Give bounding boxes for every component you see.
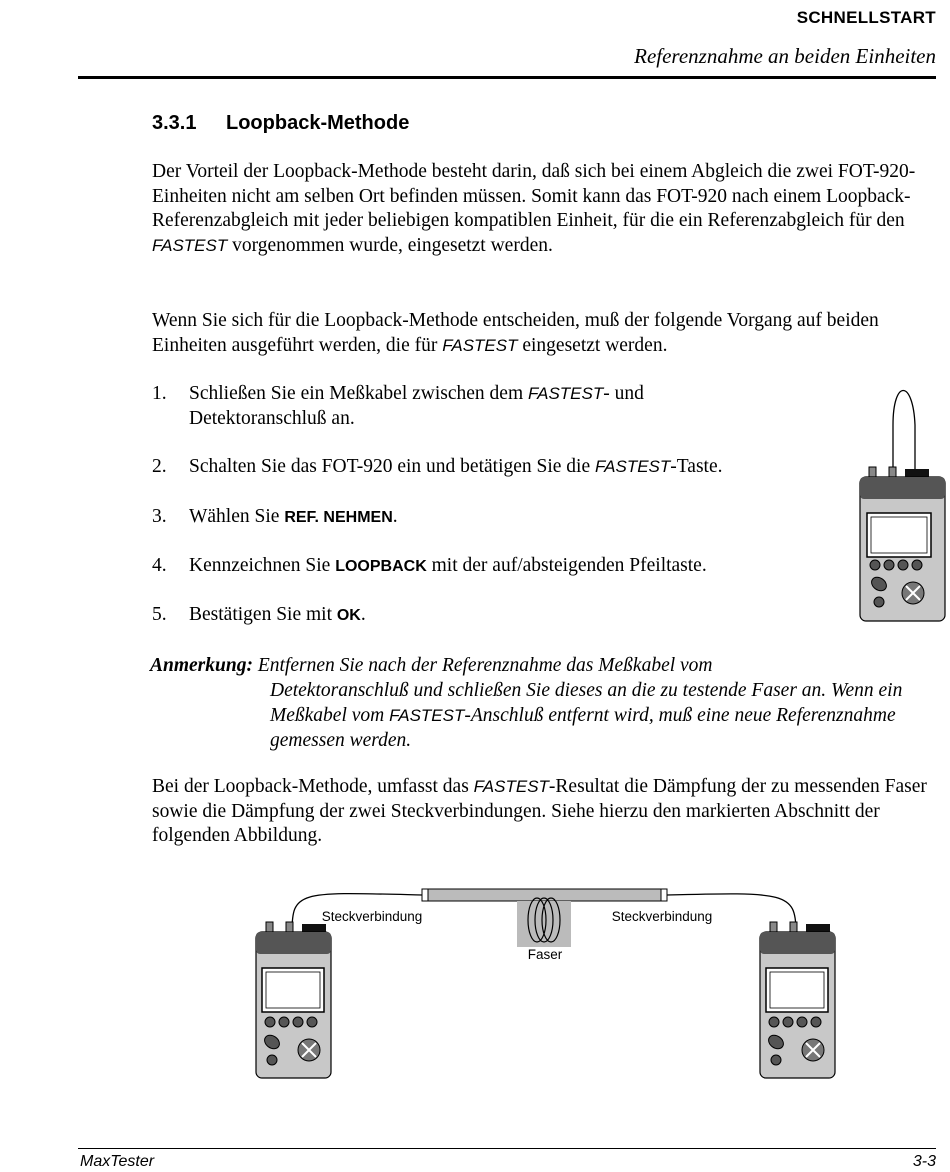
note (150, 653, 940, 753)
step-text (189, 455, 832, 480)
step-text-b: . (392, 506, 398, 527)
step-number: 1. (152, 383, 167, 404)
fastest-term: FASTEST (442, 335, 518, 355)
section-number: 3.3.1 (152, 112, 197, 134)
fastest-term: FASTEST (152, 235, 228, 255)
step-number: 4. (152, 555, 167, 576)
step-4 (152, 554, 832, 580)
step-text (189, 554, 832, 580)
note-text-b: Detektoranschluß und schließen Sie dieses an die zu testende Faser an. Wenn ein Meßkabel vom (270, 680, 903, 726)
left-tester-device (256, 922, 331, 1078)
step-text-a: Schließen Sie ein Meßkabel zwischen dem (189, 383, 524, 404)
step-text-b: mit der auf/absteigenden Pfeiltaste. (431, 555, 707, 576)
step-number: 2. (152, 456, 167, 477)
step-1 (152, 382, 832, 431)
paragraph-procedure-text-a: Wenn Sie sich für die Loopback-Methode entscheiden, muß der folgende Vorgang auf beiden Einheiten ausgeführt werden, die für (152, 310, 879, 356)
fastest-term: FASTEST (389, 706, 465, 725)
step-text-a: Kennzeichnen Sie (189, 555, 331, 576)
footer-product-name: MaxTester (80, 1153, 155, 1170)
note-text-c: -Anschluß entfernt wird, muß eine neue Referenznahme gemessen werden. (270, 705, 896, 751)
fastest-term: FASTEST (595, 457, 671, 476)
paragraph-result (152, 775, 942, 849)
step-5 (152, 603, 832, 629)
connector-left-label: Steckverbindung (321, 909, 423, 924)
ui-term: REF. NEHMEN (284, 509, 393, 526)
step-text-a: Wählen Sie (189, 506, 280, 527)
header-subtitle: Referenznahme an beiden Einheiten (634, 44, 936, 68)
section-title: Loopback-Methode (226, 112, 410, 134)
header-rule (78, 76, 936, 79)
paragraph-intro-text-a: Der Vorteil der Loopback-Methode besteht darin, daß sich bei einem Abgleich die zwei FOT-920-Einheiten nicht am selben Ort befinden müssen. Somit kann das FOT-920 nach einem Loopback-Referenzabgleich mit jeder beliebigen kompatiblen Einheit, für die ein Referenzabgleich für den (152, 161, 916, 231)
step-2 (152, 455, 832, 480)
ui-term: LOOPBACK (335, 558, 427, 575)
loopback-figure (240, 880, 850, 1085)
step-text-a: Bestätigen Sie mit (189, 604, 332, 625)
step-number: 3. (152, 506, 167, 527)
ui-term: OK (336, 607, 361, 624)
step-3 (152, 505, 832, 531)
footer-page-number: 3-3 (912, 1153, 936, 1170)
section-heading (152, 112, 409, 135)
step-text (189, 603, 832, 629)
header-title: SCHNELLSTART (796, 8, 936, 27)
step-text-a: Schalten Sie das FOT-920 ein und betätigen Sie die (189, 456, 591, 477)
note-body (150, 678, 940, 753)
fiber-label: Faser (527, 947, 563, 962)
note-text-a: Entfernen Sie nach der Referenznahme das Meßkabel vom (257, 655, 713, 676)
step-text-b: -Taste. (670, 456, 723, 477)
footer-rule (78, 1148, 936, 1149)
step-text-b: - und Detektoranschluß an. (189, 383, 644, 429)
paragraph-result-text-a: Bei der Loopback-Methode, umfasst das (152, 776, 469, 797)
step-text (189, 382, 749, 431)
fastest-term: FASTEST (473, 777, 549, 796)
paragraph-intro-text-b: vorgenommen wurde, eingesetzt werden. (232, 234, 553, 256)
loopback-device-illustration (855, 385, 947, 625)
step-number: 5. (152, 604, 167, 625)
paragraph-result-text-b: -Resultat die Dämpfung der zu messenden Faser sowie die Dämpfung der zwei Steckverbindungen. Siehe hierzu den markierten Abschnitt der folgenden Abbildung. (152, 776, 927, 846)
right-tester-device (760, 922, 835, 1078)
step-text (189, 505, 832, 531)
paragraph-intro (152, 160, 942, 258)
paragraph-procedure-text-b: eingesetzt werden. (522, 334, 668, 356)
connector-right-label: Steckverbindung (611, 909, 713, 924)
note-label: Anmerkung: (150, 655, 253, 676)
paragraph-procedure (152, 309, 942, 358)
fastest-term: FASTEST (527, 384, 604, 403)
step-text-b: . (360, 604, 366, 625)
